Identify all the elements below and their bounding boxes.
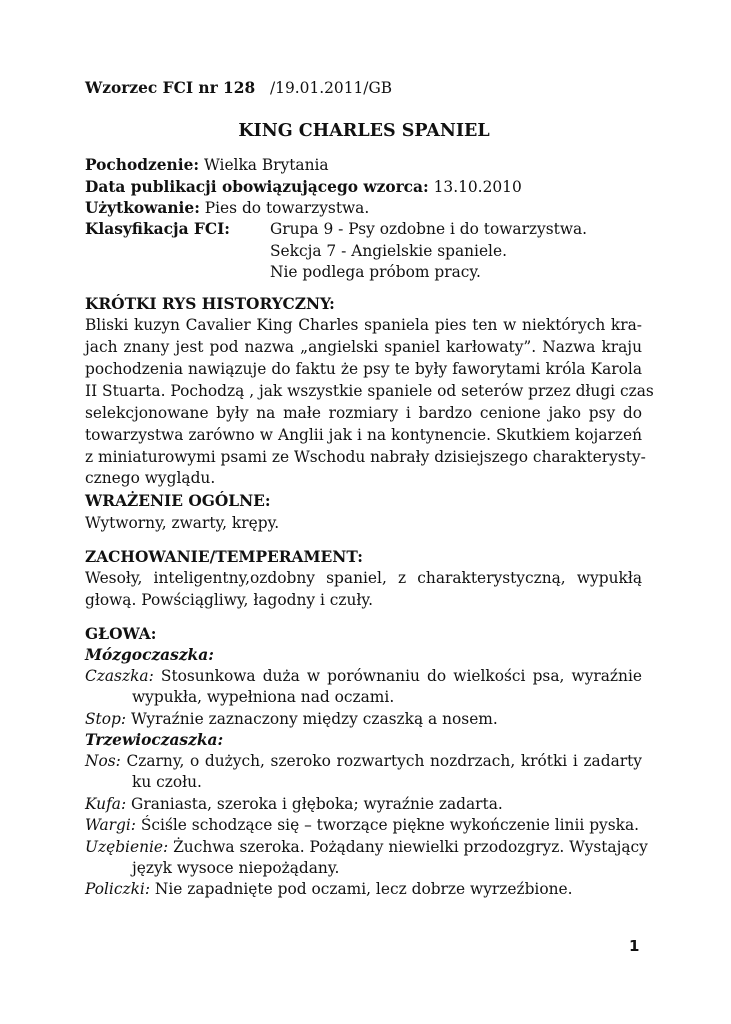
use-value: Pies do towarzystwa. — [204, 199, 370, 217]
lips-row — [85, 814, 639, 836]
history-line: II Stuarta. Pochodzą , jak wszystkie spaniele od seterów przez długi czas — [85, 382, 654, 400]
facial-heading: Trzewioczaszka: — [85, 731, 224, 749]
skull-row — [85, 665, 642, 687]
history-line: cznego wyglądu. — [85, 469, 216, 487]
teeth-text-continued: język wysoce niepożądany. — [132, 859, 340, 877]
pubdate-value: 13.10.2010 — [433, 178, 522, 196]
temperament-line: Wesoły, inteligentny,ozdobny spaniel, z charakterystyczną, wypukłą — [85, 569, 642, 587]
head-heading: GŁOWA: — [85, 625, 157, 643]
nose-text: Czarny, o dużych, szeroko rozwartych nozdrzach, krótki i zadarty — [126, 752, 642, 770]
nose-label: Nos: — [85, 752, 121, 770]
cranial-heading: Mózgoczaszka: — [85, 646, 214, 664]
history-line: jach znany jest pod nazwa „angielski spaniel karłowaty”. Nazwa kraju — [85, 338, 642, 356]
history-heading: KRÓTKI RYS HISTORYCZNY: — [85, 295, 335, 313]
muzzle-label: Kufa: — [85, 795, 127, 813]
skull-label: Czaszka: — [85, 667, 154, 685]
general-text: Wytworny, zwarty, krępy. — [85, 514, 280, 532]
origin-row — [85, 154, 329, 176]
teeth-text: Żuchwa szeroka. Pożądany niewielki przodozgryz. Wystający — [173, 838, 648, 856]
nose-row — [85, 750, 642, 772]
nose-text-continued: ku czołu. — [132, 773, 202, 791]
classification-working-trial: Nie podlega próbom pracy. — [270, 263, 481, 281]
skull-text: Stosunkowa duża w porównaniu do wielkości psa, wyraźnie — [160, 667, 642, 685]
muzzle-text: Graniasta, szeroka i głęboka; wyraźnie zadarta. — [131, 795, 503, 813]
history-line: Bliski kuzyn Cavalier King Charles spaniela pies ten w niektórych kra- — [85, 316, 642, 334]
history-line: pochodzenia nawiązuje do faktu że psy te były faworytami króla Karola — [85, 360, 642, 378]
muzzle-row — [85, 793, 503, 815]
teeth-row — [85, 836, 648, 858]
classification-label: Klasyfikacja FCI: — [85, 220, 230, 238]
history-line: z miniaturowymi psami ze Wschodu nabrały dzisiejszego charakterysty- — [85, 448, 646, 466]
origin-value: Wielka Brytania — [203, 156, 329, 174]
use-row — [85, 197, 369, 219]
general-heading: WRAŻENIE OGÓLNE: — [85, 492, 271, 510]
use-label: Użytkowanie: — [85, 199, 200, 217]
standard-date-code: /19.01.2011/GB — [270, 79, 393, 97]
stop-row — [85, 708, 498, 730]
standard-number: Wzorzec FCI nr 128 — [85, 79, 256, 97]
pubdate-row — [85, 176, 522, 198]
history-line: towarzystwa zarówno w Anglii jak i na kontynencie. Skutkiem kojarzeń — [85, 426, 642, 444]
lips-text: Ściśle schodzące się – tworzące piękne wykończenie linii pyska. — [140, 816, 640, 834]
teeth-label: Uzębienie: — [85, 838, 169, 856]
classification-group: Grupa 9 - Psy ozdobne i do towarzystwa. — [270, 220, 588, 238]
temperament-heading: ZACHOWANIE/TEMPERAMENT: — [85, 548, 363, 566]
cheeks-text: Nie zapadnięte pod oczami, lecz dobrze wyrzeźbione. — [154, 880, 573, 898]
cheeks-row — [85, 878, 573, 900]
temperament-line: głową. Powściągliwy, łagodny i czuły. — [85, 591, 373, 609]
skull-text-continued: wypukła, wypełniona nad oczami. — [132, 688, 395, 706]
history-line: selekcjonowane były na małe rozmiary i bardzo cenione jako psy do — [85, 404, 642, 422]
page-title: KING CHARLES SPANIEL — [238, 121, 490, 141]
origin-label: Pochodzenie: — [85, 156, 200, 174]
lips-label: Wargi: — [85, 816, 136, 834]
classification-section: Sekcja 7 - Angielskie spaniele. — [270, 242, 507, 260]
stop-label: Stop: — [85, 710, 127, 728]
cheeks-label: Policzki: — [85, 880, 151, 898]
page-number: 1 — [629, 937, 640, 955]
stop-text: Wyraźnie zaznaczony między czaszką a nosem. — [130, 710, 498, 728]
pubdate-label: Data publikacji obowiązującego wzorca: — [85, 178, 429, 196]
